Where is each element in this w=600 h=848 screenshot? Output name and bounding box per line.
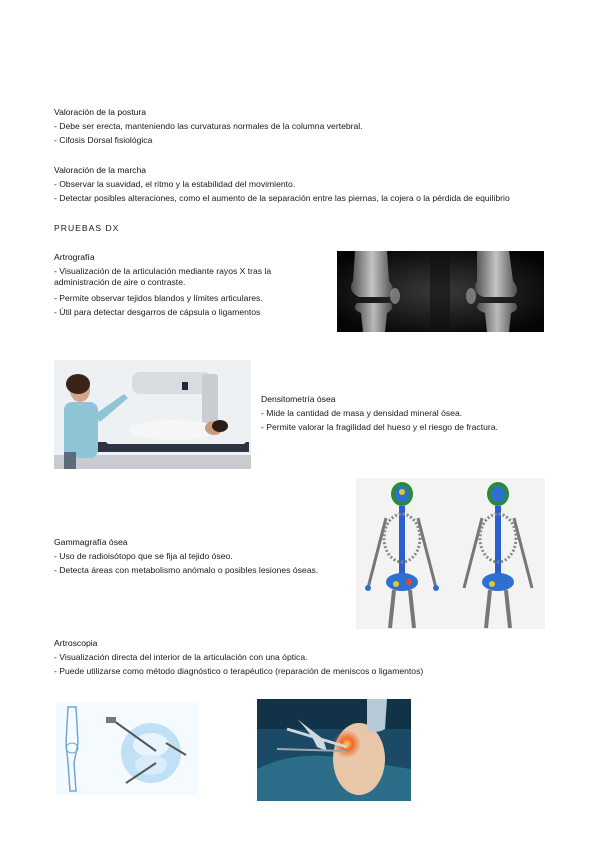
densitometry-photo [54,360,251,469]
bone-scan-image [356,478,545,629]
pruebas-heading [54,221,119,235]
artrografia-item: - Útil para detectar desgarros de cápsula o ligamentos [54,307,261,317]
marcha-item: - Detectar posibles alteraciones, como el aumento de la separación entre las piernas, la cojera o la pérdida de equilibrio [54,193,510,203]
section-marcha [54,163,574,205]
postura-item: - Debe ser erecta, manteniendo las curvaturas normales de la columna vertebral. [54,121,363,131]
densitometria-item: - Permite valorar la fragilidad del hueso y el riesgo de fractura. [261,422,498,432]
artrografia-item: - Permite observar tejidos blandos y límites articulares. [54,293,263,303]
postura-item: - Cifosis Dorsal fisiológica [54,135,153,145]
artroscopia-item: - Puede utilizarse como método diagnóstico o terapéutico (reparación de meniscos o ligamentos) [54,666,424,676]
marcha-item: - Observar la suavidad, el ritmo y la estabilidad del movimiento. [54,179,296,189]
arthroscopy-illustration [56,703,198,795]
artroscopia-item: - Visualización directa del interior de la articulación con una óptica. [54,652,308,662]
densitometria-item: - Mide la cantidad de masa y densidad mineral ósea. [261,408,463,418]
section-densitometria [261,392,561,434]
gammagrafia-item: - Uso de radioisótopo que se fija al tejido óseo. [54,551,233,561]
arthroscopy-photo [257,699,411,801]
section-artroscopia [54,636,574,678]
postura-title: Valoración de la postura [54,107,147,117]
knee-xray-image [337,251,544,332]
artrografia-title: Artrografía [54,252,95,262]
densitometria-title: Densitometría ósea [261,394,336,404]
gammagrafia-item: - Detecta áreas con metabolismo anómalo o posibles lesiones óseas. [54,565,319,575]
pruebas-heading-text: PRUEBAS DX [54,223,120,233]
artroscopia-title: Artroscopia [54,638,98,648]
gammagrafia-title: Gammagrafía ósea [54,537,128,547]
marcha-title: Valoración de la marcha [54,165,147,175]
section-artrografia [54,250,304,319]
section-postura [54,105,574,147]
section-gammagrafia [54,535,354,577]
artrografia-item: - Visualización de la articulación mediante rayos X tras la administración de aire o contraste. [54,266,272,287]
